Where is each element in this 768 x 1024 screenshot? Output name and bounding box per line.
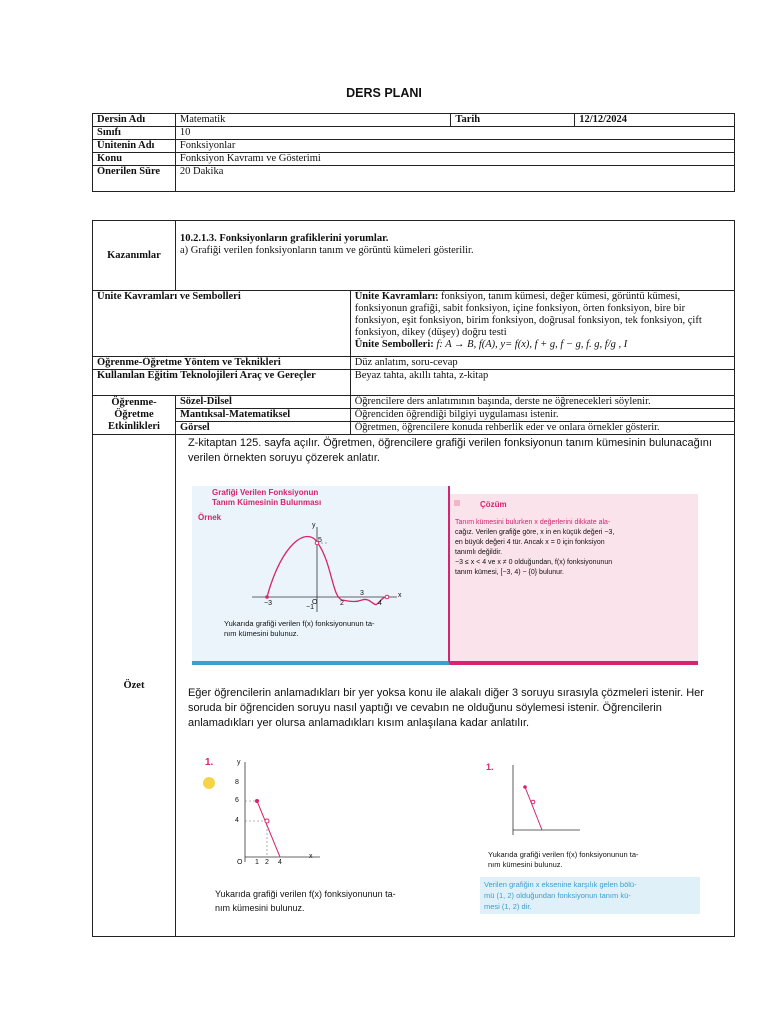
exercise-left: [205, 757, 445, 922]
search-icon: [203, 777, 215, 789]
exercise-number: 1.: [205, 757, 214, 768]
etkinlik-text: Öğrencilere ders anlatımının başında, derste ne öğrenecekleri söylenir.: [350, 396, 734, 409]
exercise-right: [480, 760, 730, 920]
solution-line-4: tanımlı değildir.: [455, 549, 503, 556]
ozet-paragraph-1: Z-kitaptan 125. sayfa açılır. Öğretmen, öğrencilere grafiği verilen fonksiyonun tanım kümesinin bulunacağını verilen örnekten soruyu çözerek anlatır.: [187, 437, 712, 464]
etkinlik-label: Öğrenme-Öğretme Etkinlikleri: [93, 396, 176, 435]
cozum-label: Çözüm: [480, 500, 507, 509]
exercise-number-right: 1.: [486, 762, 494, 772]
tarih-label: Tarih: [451, 114, 575, 127]
solution-line-1: Tanım kümesini bulurken x değerlerini dikkate ala-: [455, 519, 611, 526]
kavram-head: Ünite Kavramları:: [354, 291, 439, 302]
ders-label: Dersin Adı: [93, 114, 176, 127]
etkinlik-name: Görsel: [175, 422, 350, 435]
solution-line-5: −3 ≤ x < 4 ve x ≠ 0 olduğundan, f(x) fonksiyonunun: [455, 559, 613, 566]
tick-2: 2: [340, 600, 344, 607]
exercise-xtick-1: 1: [255, 859, 259, 866]
etkinlik-text: Öğrenciden öğrendiği bilgiyi uygulaması istenir.: [350, 409, 734, 422]
tarih-value: 12/12/2024: [575, 114, 735, 127]
tick-neg1: −1: [306, 604, 314, 611]
exercise-xtick-4: 4: [278, 859, 282, 866]
exercise-graph-right: [505, 760, 595, 840]
tick-origin: O: [312, 599, 318, 606]
example-question-2: nım kümesini bulunuz.: [224, 629, 299, 638]
exercise-y-label: y: [237, 759, 241, 766]
unite-value: Fonksiyonlar: [175, 140, 734, 153]
tick-neg3: −3: [264, 600, 272, 607]
sembol-head: Ünite Sembolleri:: [354, 339, 434, 350]
exercise-answer-1: Verilen grafiğin x eksenine karşılık gelen bölü-: [484, 880, 637, 889]
exercise-question-1: Yukarıda grafiği verilen f(x) fonksiyonunun ta-: [215, 889, 396, 899]
etkinlik-name: Sözel-Dilsel: [175, 396, 350, 409]
unite-label: Ünitenin Adı: [93, 140, 176, 153]
example-left-panel: [192, 486, 450, 665]
etkinlik-text: Öğretmen, öğrencilere konuda rehberlik eder ve onlara örnekler gösterir.: [350, 422, 734, 435]
kavram-label: Ünite Kavramları ve Sembolleri: [93, 291, 351, 357]
cozum-icon: [454, 500, 460, 506]
sure-label: Önerilen Süre: [93, 166, 176, 192]
exercise-ytick-6: 6: [235, 797, 239, 804]
ders-value: Matematik: [175, 114, 451, 127]
ornek-label: Örnek: [198, 513, 222, 522]
example-heading-1: Grafiği Verilen Fonksiyonun: [212, 488, 319, 497]
kazanim-title: 10.2.1.3. Fonksiyonların grafiklerini yorumlar.: [179, 233, 389, 244]
ozet-paragraph-2: Eğer öğrencilerin anlamadıkları bir yer yoksa konu ile alakalı diğer 3 soruyu sırasıyla çözmeleri istenir. Her soruda bir öğrenciden soruyu nasıl yaptığı ve cevabın ne olduğunu söylemesi istenir. Öğrencilerin anlamadıkları yer olursa anlamadıkları kısım anlaşılana kadar anlatılır.: [187, 687, 704, 729]
sure-value: 20 Dakika: [175, 166, 734, 192]
arac-value: Beyaz tahta, akıllı tahta, z-kitap: [350, 370, 734, 396]
exercise-answer-box: [480, 877, 700, 914]
sembol-text: f: A → B, f(A), y= f(x), f + g, f − g, f. g, f/g , I: [433, 339, 628, 350]
x-axis-label: x: [398, 592, 402, 599]
exercise-graph-left: [235, 757, 325, 867]
exercise-right-question-2: nım kümesini bulunuz.: [488, 860, 563, 869]
exercise-x-label: x: [309, 853, 313, 860]
exercise-answer-2: mü (1, 2) olduğundan fonksiyonun tanım kü-: [484, 891, 631, 900]
kavram-text: fonksiyon, tanım kümesi, değer kümesi, görüntü kümesi, fonksiyonun grafiği, sabit fonksiyon, içine fonksiyon, örten fonksiyon, bire bir fonksiyon, eşit fonksiyon, birim fonksiyon, doğrusal fonksiyon, tek fonksiyon, çift fonksiyon, dikey (düşey) doğru testi: [354, 291, 702, 338]
exercise-ytick-8: 8: [235, 779, 239, 786]
exercise-question-2: nım kümesini bulunuz.: [215, 903, 305, 913]
example-right-panel: [450, 494, 698, 665]
yontem-value: Düz anlatım, soru-cevap: [350, 357, 734, 370]
arac-label: Kullanılan Eğitim Teknolojileri Araç ve Gereçler: [93, 370, 351, 396]
exercise-xtick-origin: O: [237, 859, 243, 866]
example-heading-2: Tanım Kümesinin Bulunması: [212, 498, 322, 507]
header-table: [92, 113, 735, 192]
exercise-right-question-1: Yukarıda grafiği verilen f(x) fonksiyonunun ta-: [488, 850, 639, 859]
exercise-ytick-4: 4: [235, 817, 239, 824]
solution-line-6: tanım kümesi, [−3, 4) − {0} bulunur.: [455, 569, 564, 576]
kazanimlar-label: Kazanımlar: [93, 221, 176, 291]
konu-label: Konu: [93, 153, 176, 166]
page-title: DERS PLANI: [346, 86, 422, 100]
ozet-label: Özet: [93, 435, 176, 937]
exercise-answer-3: mesi (1, 2) dir.: [484, 902, 532, 911]
solution-line-2: cağız. Verilen grafiğe göre, x in en küçük değeri −3,: [455, 529, 615, 536]
kazanim-text: a) Grafiği verilen fonksiyonların tanım ve görüntü kümeleri gösterilir.: [179, 245, 474, 256]
tick-5: 5: [318, 537, 322, 544]
y-axis-label: y: [312, 522, 316, 529]
etkinlik-name: Mantıksal-Matematiksel: [175, 409, 350, 422]
tick-4: 4: [378, 600, 382, 607]
solution-line-3: en büyük değeri 4 tür. Ancak x = 0 için fonksiyon: [455, 539, 605, 546]
example-question-1: Yukarıda grafiği verilen f(x) fonksiyonunun ta-: [224, 619, 375, 628]
example-figure: [192, 486, 698, 661]
sinif-value: 10: [175, 127, 734, 140]
sinif-label: Sınıfı: [93, 127, 176, 140]
tick-3: 3: [360, 590, 364, 597]
yontem-label: Öğrenme-Öğretme Yöntem ve Teknikleri: [93, 357, 351, 370]
exercise-xtick-2: 2: [265, 859, 269, 866]
konu-value: Fonksiyon Kavramı ve Gösterimi: [175, 153, 734, 166]
